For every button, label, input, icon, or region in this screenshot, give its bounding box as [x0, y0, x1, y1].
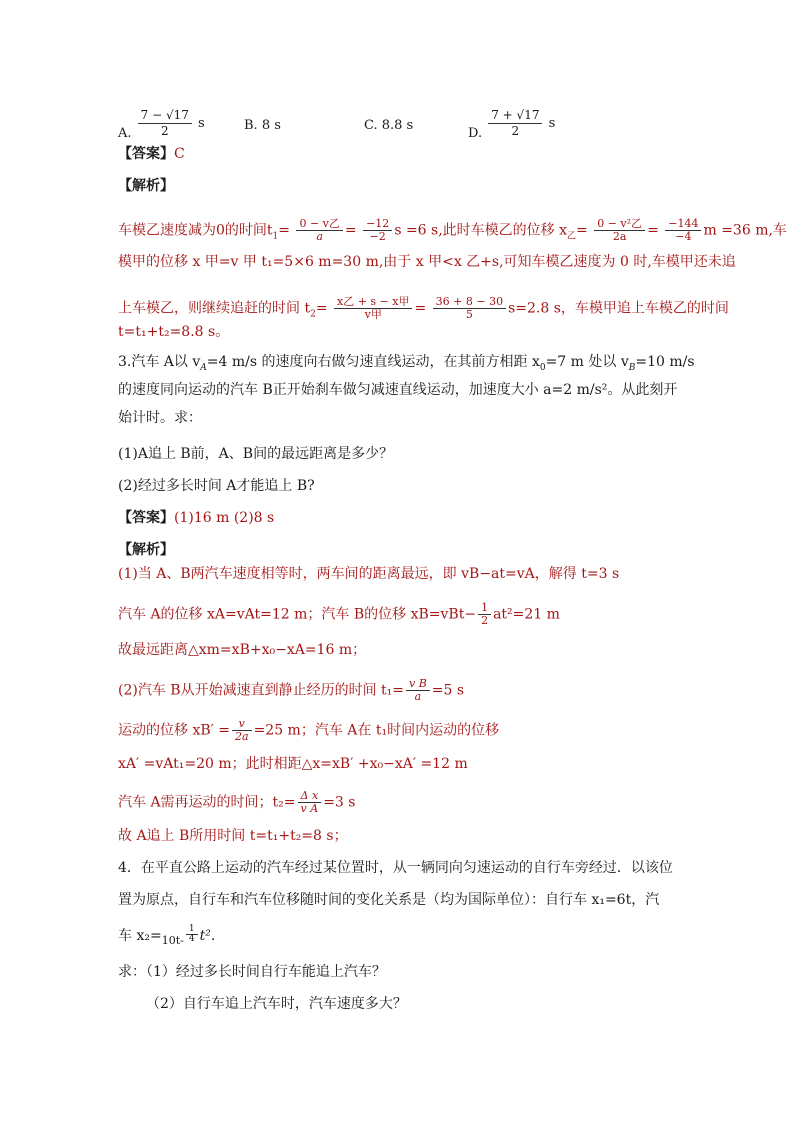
q2-analysis-line-1: 车模乙速度减为0的时间$t_1=$ $\frac{\text{0 − v乙}}{a}$ = $\frac{-12}{-2}$ s =6 s,此时车模乙的位移 $x_乙=$ $\frac{\text{0 − v²乙}}{2a}$ = $\frac{-144}{-4}$ m =36 m,车 — [118, 217, 787, 243]
q3-solution-line-2: 汽车 A的位移 xA=vAt=12 m；汽车 B的位移 xB=vBt− $\frac{1}{2}$ at²=21 m — [118, 601, 560, 627]
q3-solution-line-1: (1)当 A、B两汽车速度相等时，两车间的距离最远，即 vB−at=vA，解得 t=3 s — [118, 566, 620, 582]
q3-answer — [118, 508, 274, 528]
answer-tag: 【答案】 — [118, 146, 174, 162]
q3-subquestion-1: (1)A追上 B前，A、B间的最远距离是多少？ — [118, 446, 394, 462]
option-d-unit: s — [548, 116, 556, 131]
q4-ask-2: （2）自行车追上汽车时，汽车速度多大？ — [146, 996, 407, 1012]
q4-stem-line-1: 4．在平直公路上运动的汽车经过某位置时，从一辆同向匀速运动的自行车旁经过．以该位 — [118, 860, 673, 876]
q2-answer — [118, 144, 185, 164]
option-d-label: D. — [468, 126, 483, 141]
answer-value: (1)16 m (2)8 s — [174, 510, 275, 526]
option-d-fraction — [488, 108, 542, 139]
answer-tag: 【答案】 — [118, 510, 174, 526]
fraction: $\frac{v}{2a}$ — [232, 718, 252, 743]
fraction: $\frac{\text{0 − v乙}}{a}$ — [296, 218, 342, 243]
option-d — [468, 108, 556, 149]
q3-solution-line-4: (2)汽车 B从开始减速直到静止经历的时间 t₁= $\frac{\text{v B}}{a}$ =5 s — [118, 677, 465, 703]
option-a-fraction — [138, 108, 192, 139]
q4-stem-line-3: 车 $x_2=_{10t-}$ $\frac{1}{4}$ t². — [118, 923, 216, 947]
q3-solution-line-8: 故 A追上 B所用时间 t=t₁+t₂=8 s； — [118, 828, 348, 844]
option-a-label: A. — [118, 126, 132, 141]
fraction: $\frac{\text{Δ x}}{\text{v A}}$ — [298, 790, 322, 815]
fraction: $\frac{\text{0 − v²乙}}{2a}$ — [594, 218, 645, 243]
fraction: $\frac{-144}{-4}$ — [665, 218, 701, 243]
q4-ask-1: 求：（1）经过多长时间自行车能追上汽车？ — [118, 964, 386, 980]
answer-value: C — [174, 146, 185, 162]
fraction: $\frac{1}{4}$ — [186, 925, 198, 944]
q3-stem-line-1: 3.汽车 A以 $v_A=4$ m/s 的速度向右做匀速直线运动，在其前方相距 $x_0=7$ m 处以 $v_B=10$ m/s — [118, 354, 695, 373]
option-a-unit: s — [198, 116, 205, 131]
q2-analysis-line-2: 模甲的位移 x 甲=v 甲 t₁=5×6 m=30 m,由于 x 甲<x 乙+s,可知车模乙速度为 0 时,车模甲还未追 — [118, 254, 736, 270]
q2-analysis-tag: 【解析】 — [118, 178, 174, 194]
fraction: $\frac{\text{x乙 + s − x甲}}{\text{v甲}}$ — [334, 296, 412, 321]
q2-analysis-line-4: t=t₁+t₂=8.8 s。 — [118, 324, 230, 340]
q3-subquestion-2: (2)经过多长时间 A才能追上 B? — [118, 478, 315, 494]
fraction: $\frac{-12}{-2}$ — [363, 218, 392, 243]
q3-solution-line-6: xA′ =vAt₁=20 m；此时相距△x=xB′ +x₀−xA′ =12 m — [118, 756, 468, 772]
q3-stem-line-2: 的速度同向运动的汽车 B正开始刹车做匀减速直线运动，加速度大小 a=2 m/s²。从此刻开 — [118, 382, 678, 398]
q3-analysis-tag: 【解析】 — [118, 542, 174, 558]
option-d-numerator: 7 + √17 — [488, 108, 542, 124]
option-d-denominator: 2 — [511, 124, 520, 138]
fraction: $\frac{1}{2}$ — [478, 602, 491, 627]
fraction: $\frac{36 + 8 - 30}{5}$ — [433, 296, 506, 321]
option-a-denominator: 2 — [160, 124, 169, 138]
q3-solution-line-3: 故最远距离△xm=xB+x₀−xA=16 m； — [118, 642, 367, 658]
option-c: C. 8.8 s — [364, 118, 414, 133]
q3-solution-line-7: 汽车 A需再运动的时间；t₂= $\frac{\text{Δ x}}{\text{v A}}$ =3 s — [118, 789, 356, 815]
q3-stem-line-3: 始计时。求： — [118, 410, 202, 426]
q4-stem-line-2: 置为原点，自行车和汽车位移随时间的变化关系是（均为国际单位）：自行车 x₁=6t，汽 — [118, 892, 660, 908]
option-a-numerator: 7 − √17 — [138, 108, 192, 124]
option-b: B. 8 s — [244, 118, 281, 133]
fraction: $\frac{\text{v B}}{a}$ — [406, 678, 430, 703]
q3-solution-line-5: 运动的位移 xB′ = $\frac{v}{2a}$ =25 m；汽车 A在 t₁时间内运动的位移 — [118, 717, 500, 743]
q2-analysis-line-3: 上车模乙，则继续追赶的时间 $t_2=$ $\frac{\text{x乙 + s − x甲}}{\text{v甲}}$ = $\frac{36 + 8 - 30}{5}$ s=2.8 s，车模甲追上车模乙的时间 — [118, 295, 729, 321]
